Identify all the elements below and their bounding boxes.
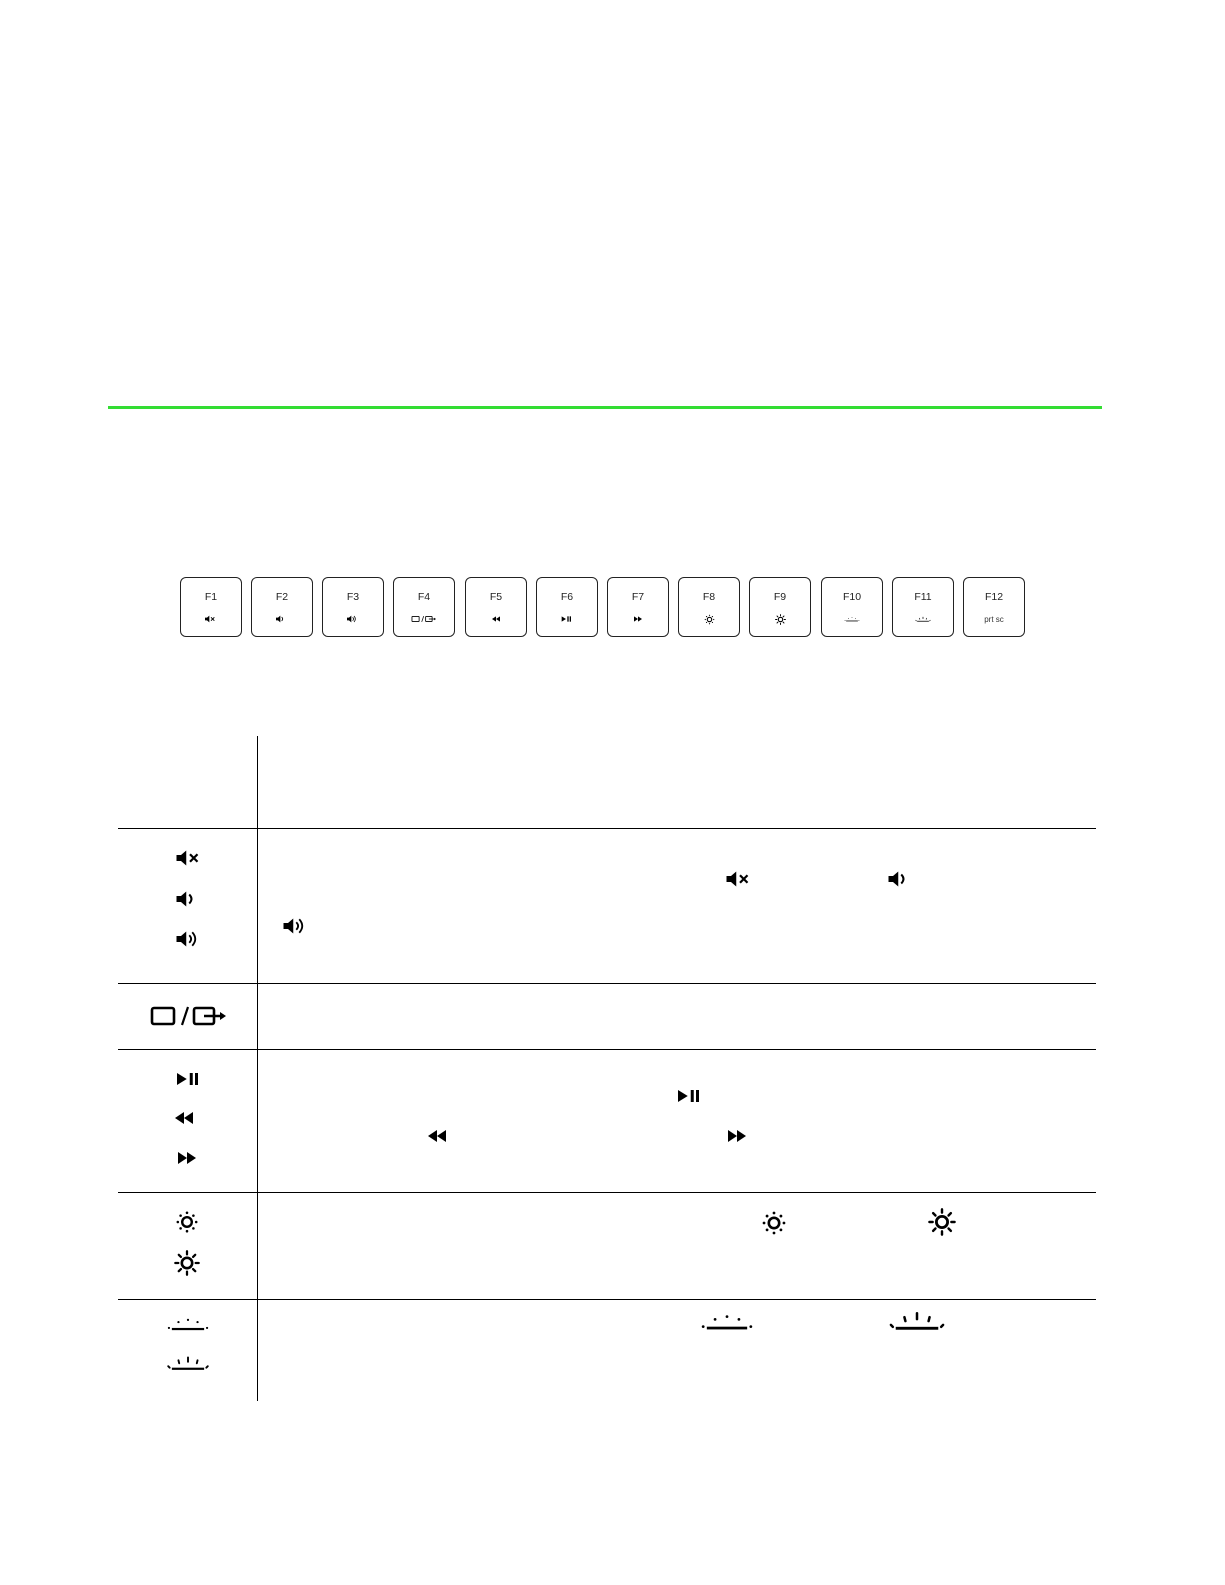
keyboard-backlight-down-icon xyxy=(844,616,860,623)
section-divider xyxy=(108,406,1102,409)
key-f7 xyxy=(607,577,669,637)
keyboard-backlight-up-icon xyxy=(166,1355,210,1373)
key-f6 xyxy=(536,577,598,637)
key-label: F5 xyxy=(489,591,503,603)
key-f3 xyxy=(322,577,384,637)
volume-up-icon xyxy=(282,917,312,935)
brightness-up-icon xyxy=(775,614,786,625)
play-pause-icon xyxy=(675,1087,705,1105)
key-f5 xyxy=(465,577,527,637)
volume-down-icon xyxy=(175,890,205,908)
key-label: F6 xyxy=(560,591,574,603)
volume-down-icon xyxy=(275,615,289,623)
brightness-up-icon xyxy=(174,1250,200,1276)
brightness-down-icon xyxy=(704,614,715,625)
keyboard-backlight-down-icon xyxy=(166,1316,210,1334)
keyboard-backlight-up-icon xyxy=(915,616,931,623)
key-f4 xyxy=(393,577,455,637)
mute-icon xyxy=(204,615,218,623)
mute-icon xyxy=(175,849,205,867)
key-label: F2 xyxy=(275,591,289,603)
volume-up-icon xyxy=(346,615,360,623)
display-mode-icon xyxy=(149,1004,229,1028)
mute-icon xyxy=(725,870,755,888)
table-header-row xyxy=(118,736,1096,828)
brightness-down-icon xyxy=(175,1210,199,1234)
brightness-down-icon xyxy=(761,1210,787,1236)
key-label: F3 xyxy=(346,591,360,603)
key-f10 xyxy=(821,577,883,637)
key-label: F1 xyxy=(204,591,218,603)
volume-up-icon xyxy=(175,930,205,948)
play-pause-icon xyxy=(560,615,574,623)
previous-track-icon xyxy=(422,1127,452,1145)
table-row-volume xyxy=(118,829,1096,983)
table-row-media xyxy=(118,1050,1096,1192)
key-f12 xyxy=(963,577,1025,637)
key-label: F7 xyxy=(631,591,645,603)
previous-track-icon xyxy=(489,615,503,623)
play-pause-icon xyxy=(174,1070,204,1088)
key-f1 xyxy=(180,577,242,637)
key-f9 xyxy=(749,577,811,637)
key-label: F12 xyxy=(984,591,1004,603)
key-f2 xyxy=(251,577,313,637)
volume-down-icon xyxy=(887,870,917,888)
table-row-display-mode xyxy=(118,984,1096,1049)
key-label: F8 xyxy=(702,591,716,603)
key-label: F11 xyxy=(914,591,932,603)
display-mode-icon xyxy=(411,615,437,623)
keyboard-backlight-down-icon xyxy=(699,1312,755,1334)
table-row-brightness xyxy=(118,1193,1096,1299)
key-f8 xyxy=(678,577,740,637)
key-label: F10 xyxy=(842,591,862,603)
key-label: F4 xyxy=(417,591,431,603)
next-track-icon xyxy=(172,1149,202,1167)
key-label: F9 xyxy=(773,591,787,603)
function-key-table xyxy=(118,736,1096,1401)
key-secondary-text: prt sc xyxy=(984,614,1004,624)
brightness-up-icon xyxy=(928,1208,956,1236)
key-f11 xyxy=(892,577,954,637)
next-track-icon xyxy=(631,615,645,623)
previous-track-icon xyxy=(169,1109,199,1127)
keyboard-backlight-up-icon xyxy=(888,1310,946,1334)
table-row-keyboard-backlight xyxy=(118,1300,1096,1401)
next-track-icon xyxy=(722,1127,752,1145)
